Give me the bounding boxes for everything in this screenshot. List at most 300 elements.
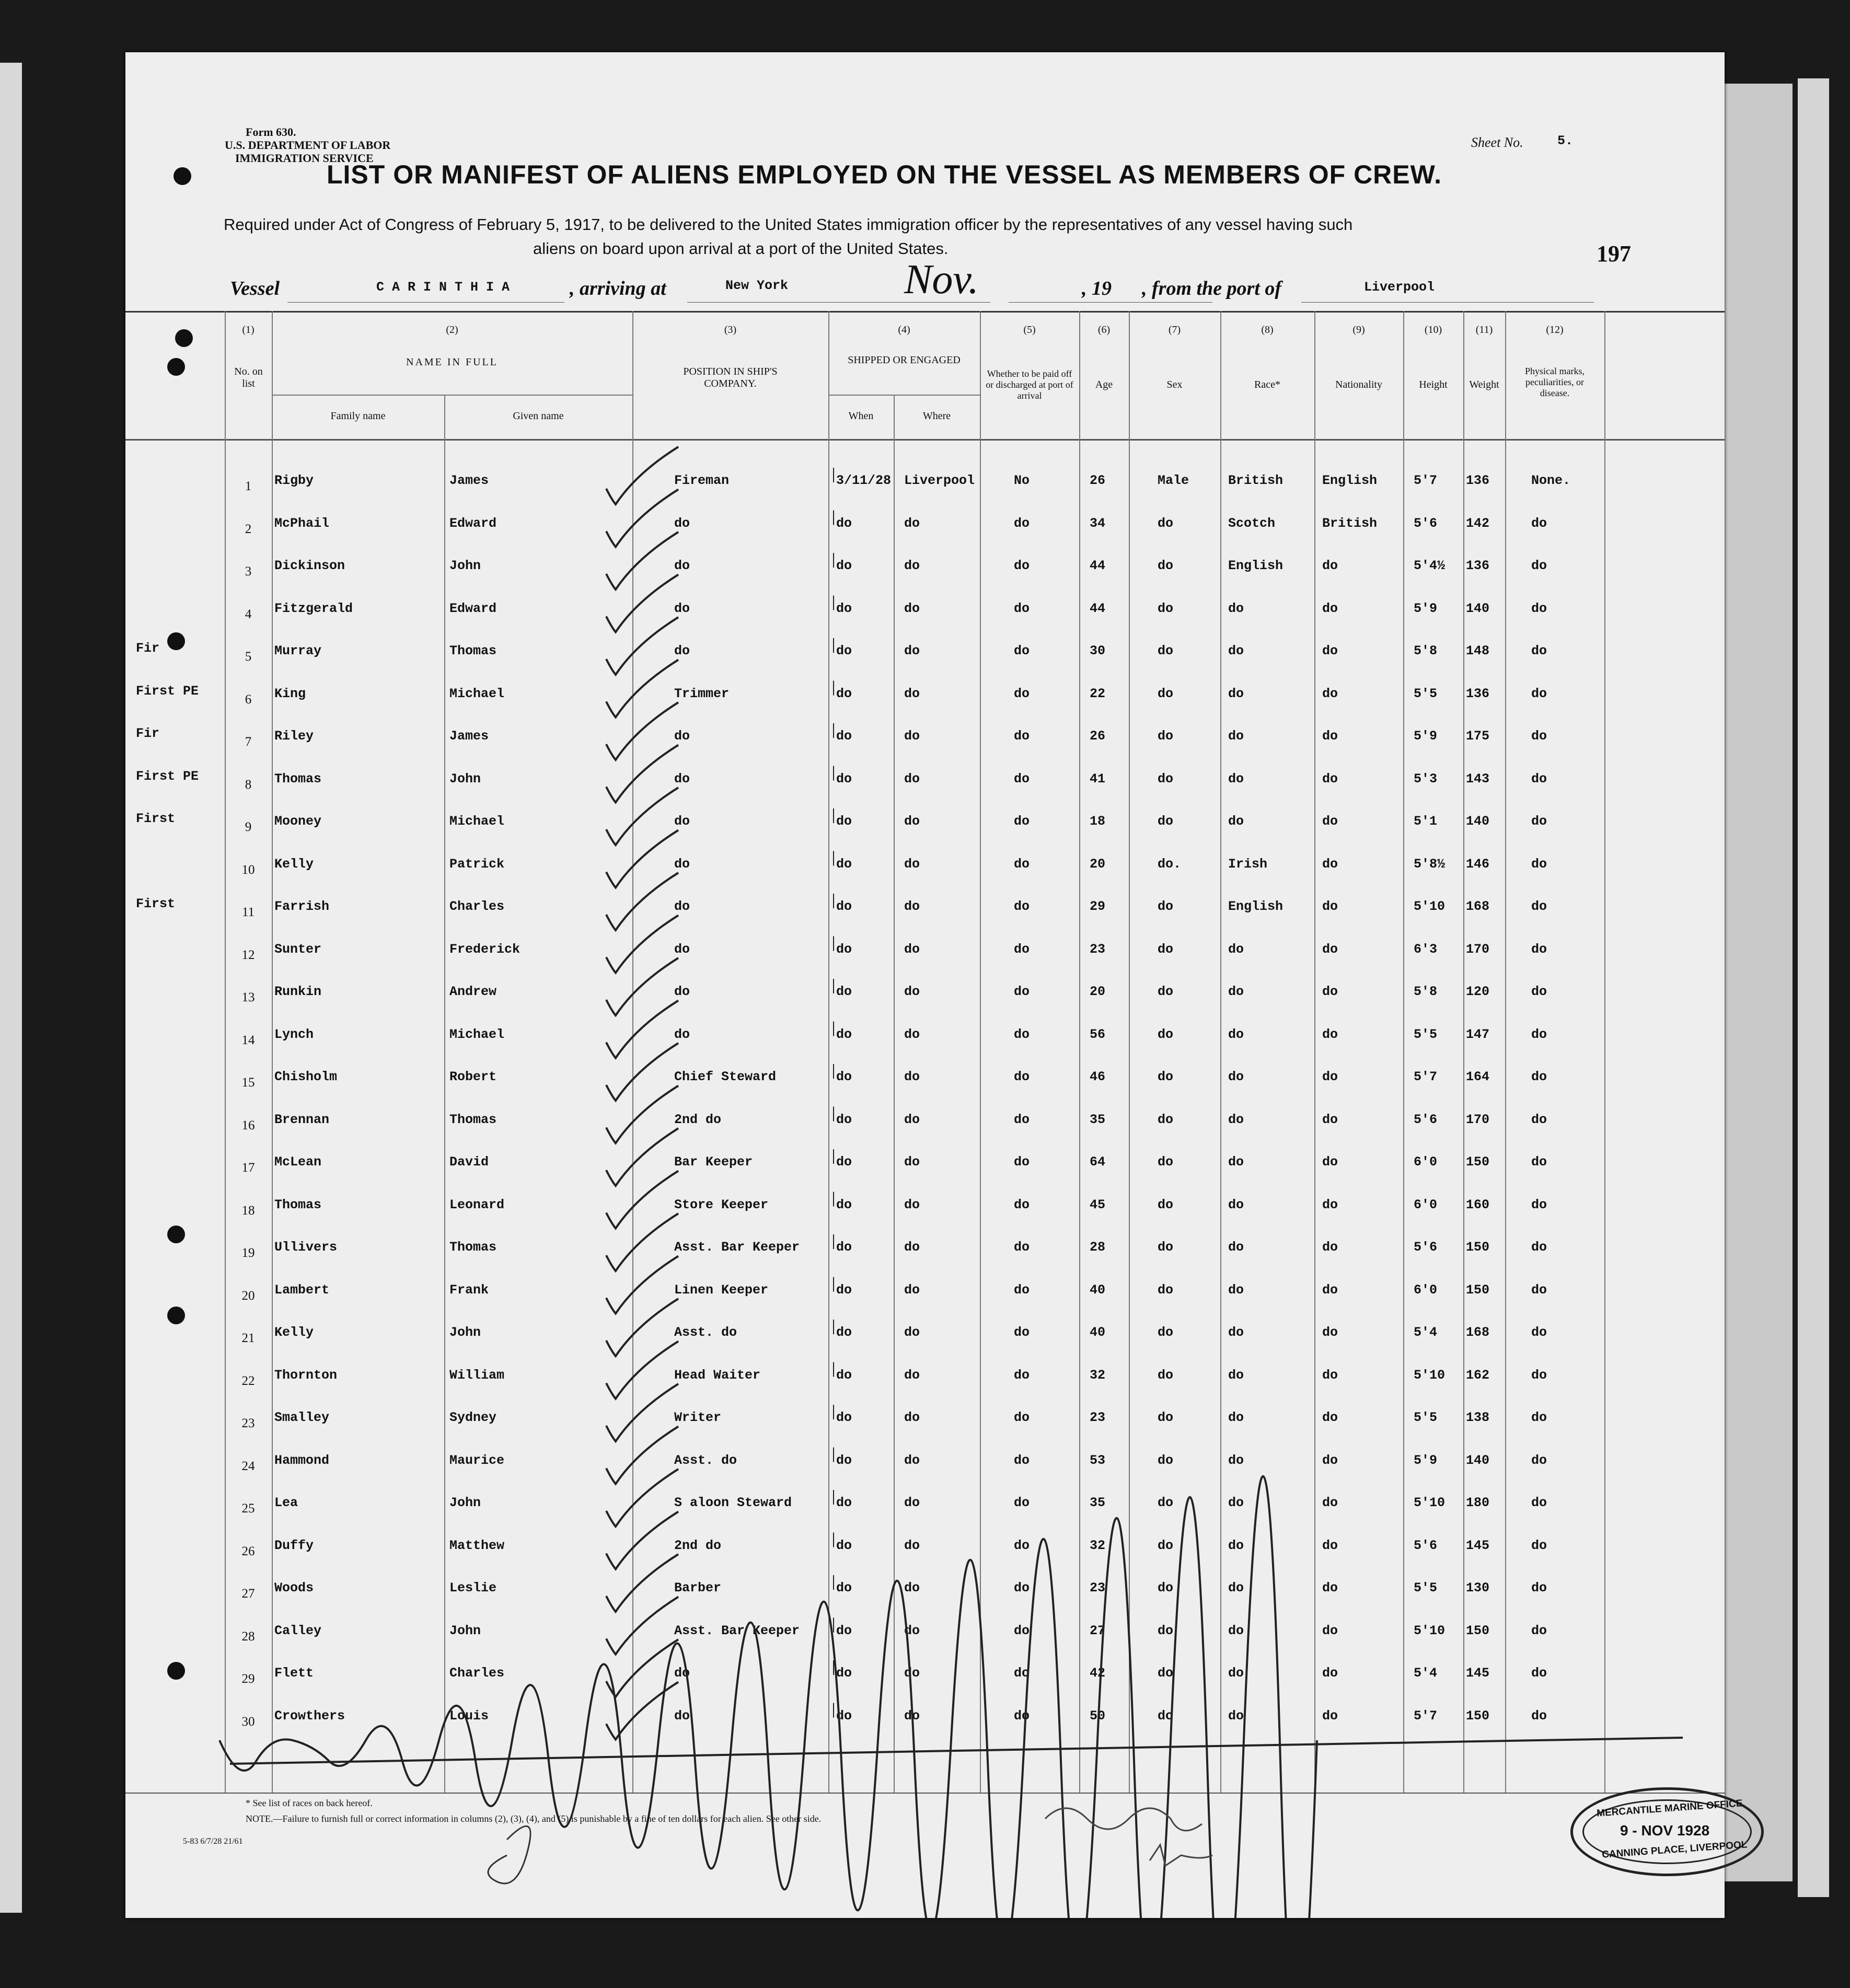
cell-race: do: [1228, 1026, 1244, 1042]
cell-age: 27: [1090, 1623, 1106, 1638]
cell-row-number: 5: [245, 650, 252, 664]
cell-nationality: English: [1322, 473, 1378, 488]
department: U.S. DEPARTMENT OF LABOR: [225, 138, 391, 152]
cell-height: 5'4: [1414, 1666, 1438, 1681]
cell-physical-marks: do: [1531, 1367, 1547, 1383]
cell-age: 44: [1090, 600, 1106, 616]
cell-paid-off: do: [1014, 1154, 1030, 1170]
cell-sex: do: [1158, 1623, 1174, 1638]
cell-height: 6'0: [1414, 1282, 1438, 1298]
col-sex: Sex: [1166, 379, 1183, 390]
cell-family-name: Fitzgerald: [274, 600, 353, 616]
cell-sex: do: [1158, 984, 1174, 999]
cell-age: 46: [1090, 1069, 1106, 1084]
cell-physical-marks: do: [1531, 1580, 1547, 1596]
cell-position: Head Waiter: [674, 1367, 761, 1383]
cell-position: S aloon Steward: [674, 1495, 792, 1510]
cell-height: 5'7: [1414, 473, 1438, 488]
cell-position: 2nd do: [674, 1112, 722, 1127]
cell-family-name: Lambert: [274, 1282, 330, 1298]
cell-family-name: Hammond: [274, 1452, 330, 1468]
cell-row-number: 23: [241, 1416, 255, 1430]
cell-row-number: 2: [245, 522, 252, 536]
cell-nationality: do: [1322, 1410, 1338, 1425]
cell-row-number: 15: [241, 1076, 255, 1090]
cell-shipped-where: do: [904, 1452, 920, 1468]
cell-position: do: [674, 941, 690, 957]
cell-paid-off: do: [1014, 600, 1030, 616]
cell-shipped-when: do: [836, 1069, 852, 1084]
cell-shipped-when: do: [836, 1623, 852, 1638]
col-physical-marks: Physical marks, peculiarities, or disease.: [1525, 366, 1585, 398]
cell-age: 23: [1090, 941, 1106, 957]
cell-row-number: 29: [241, 1672, 255, 1686]
cell-nationality: do: [1322, 1282, 1338, 1298]
cell-given-name: Leonard: [449, 1197, 505, 1212]
col-nationality: Nationality: [1335, 379, 1382, 390]
col8-number: (8): [1261, 324, 1274, 336]
cell-weight: 146: [1466, 856, 1490, 872]
cell-position: Store Keeper: [674, 1197, 769, 1212]
cell-age: 30: [1090, 643, 1106, 658]
cell-paid-off: do: [1014, 643, 1030, 658]
sheet-label: Sheet No.: [1471, 135, 1523, 150]
cell-height: 5'10: [1414, 1367, 1446, 1383]
col5-number: (5): [1023, 324, 1036, 336]
cell-weight: 150: [1466, 1240, 1490, 1255]
cell-sex: do: [1158, 686, 1174, 701]
cell-given-name: Thomas: [449, 1112, 497, 1127]
cell-row-number: 26: [241, 1544, 255, 1558]
cell-nationality: do: [1322, 899, 1338, 914]
cell-paid-off: do: [1014, 1069, 1030, 1084]
cell-physical-marks: do: [1531, 1282, 1547, 1298]
cell-physical-marks: do: [1531, 941, 1547, 957]
cell-family-name: Rigby: [274, 473, 314, 488]
cell-shipped-where: do: [904, 686, 920, 701]
cell-row-number: 4: [245, 607, 252, 621]
cell-sex: do: [1158, 771, 1174, 787]
cell-age: 18: [1090, 814, 1106, 829]
cell-nationality: do: [1322, 941, 1338, 957]
cell-shipped-where: do: [904, 1666, 920, 1681]
cell-race: Irish: [1228, 856, 1268, 872]
col-age: Age: [1095, 379, 1113, 390]
cell-height: 5'10: [1414, 1495, 1446, 1510]
cell-sex: do: [1158, 1495, 1174, 1510]
cell-position: Asst. Bar Keeper: [674, 1240, 800, 1255]
cell-family-name: Thomas: [274, 1197, 322, 1212]
cell-physical-marks: do: [1531, 1197, 1547, 1212]
cell-given-name: Charles: [449, 1666, 505, 1681]
cell-shipped-where: do: [904, 643, 920, 658]
cell-weight: 150: [1466, 1154, 1490, 1170]
cell-shipped-when: do: [836, 1452, 852, 1468]
cell-height: 5'3: [1414, 771, 1438, 787]
cell-shipped-when: do: [836, 1580, 852, 1596]
cell-given-name: Andrew: [449, 984, 497, 999]
cell-shipped-when: do: [836, 1666, 852, 1681]
cell-given-name: Edward: [449, 515, 497, 531]
cell-physical-marks: do: [1531, 984, 1547, 999]
cell-family-name: Calley: [274, 1623, 322, 1638]
cell-paid-off: do: [1014, 1325, 1030, 1340]
cell-given-name: Michael: [449, 814, 505, 829]
cell-shipped-where: do: [904, 1112, 920, 1127]
cell-weight: 140: [1466, 1452, 1490, 1468]
cell-race: do: [1228, 941, 1244, 957]
cell-physical-marks: do: [1531, 1154, 1547, 1170]
cell-sex: do: [1158, 515, 1174, 531]
cell-weight: 164: [1466, 1069, 1490, 1084]
cell-nationality: do: [1322, 1069, 1338, 1084]
cell-position: do: [674, 1026, 690, 1042]
cell-shipped-where: do: [904, 1708, 920, 1724]
cell-shipped-when: do: [836, 856, 852, 872]
cell-age: 35: [1090, 1112, 1106, 1127]
cell-paid-off: do: [1014, 1538, 1030, 1553]
cell-position: 2nd do: [674, 1538, 722, 1553]
cell-weight: 136: [1466, 473, 1490, 488]
cell-row-number: 18: [241, 1203, 255, 1218]
vessel-name: C A R I N T H I A: [376, 280, 510, 295]
cell-weight: 145: [1466, 1666, 1490, 1681]
cell-given-name: Robert: [449, 1069, 497, 1084]
cell-physical-marks: do: [1531, 1452, 1547, 1468]
cell-given-name: Patrick: [449, 856, 505, 872]
cell-shipped-when: do: [836, 1325, 852, 1340]
cell-race: do: [1228, 1452, 1244, 1468]
cell-paid-off: do: [1014, 984, 1030, 999]
cell-height: 5'9: [1414, 600, 1438, 616]
cell-paid-off: do: [1014, 1410, 1030, 1425]
cell-position: do: [674, 984, 690, 999]
cell-physical-marks: do: [1531, 1623, 1547, 1638]
cell-sex: do: [1158, 1197, 1174, 1212]
film-edge-left: [0, 63, 22, 1913]
margin-note: Fir: [136, 726, 160, 741]
cell-physical-marks: do: [1531, 1495, 1547, 1510]
cell-race: do: [1228, 1666, 1244, 1681]
cell-paid-off: do: [1014, 558, 1030, 573]
cell-given-name: John: [449, 771, 481, 787]
margin-note: First PE: [136, 768, 199, 784]
margin-note: Fir: [136, 641, 160, 656]
cell-row-number: 7: [245, 735, 252, 749]
cell-row-number: 14: [241, 1033, 255, 1047]
cell-height: 5'5: [1414, 1580, 1438, 1596]
cell-shipped-when: do: [836, 1708, 852, 1724]
cell-paid-off: do: [1014, 515, 1030, 531]
cell-weight: 136: [1466, 558, 1490, 573]
col-height: Height: [1419, 379, 1448, 390]
cell-row-number: 28: [241, 1629, 255, 1644]
cell-row-number: 20: [241, 1288, 255, 1303]
cell-weight: 143: [1466, 771, 1490, 787]
cell-nationality: do: [1322, 1623, 1338, 1638]
cell-row-number: 13: [241, 990, 255, 1004]
cell-race: do: [1228, 1495, 1244, 1510]
cell-age: 28: [1090, 1240, 1106, 1255]
cell-height: 5'9: [1414, 729, 1438, 744]
cell-position: Asst. do: [674, 1452, 737, 1468]
cell-sex: do: [1158, 1410, 1174, 1425]
cell-age: 29: [1090, 899, 1106, 914]
mercantile-marine-office-stamp: [1570, 1787, 1764, 1876]
cell-age: 22: [1090, 686, 1106, 701]
cell-weight: 138: [1466, 1410, 1490, 1425]
cell-sex: do: [1158, 600, 1174, 616]
cell-paid-off: do: [1014, 1580, 1030, 1596]
cell-position: do: [674, 729, 690, 744]
cell-row-number: 24: [241, 1459, 255, 1473]
cell-nationality: do: [1322, 1026, 1338, 1042]
cell-paid-off: do: [1014, 729, 1030, 744]
cell-position: Trimmer: [674, 686, 730, 701]
cell-physical-marks: do: [1531, 1538, 1547, 1553]
col-no-on-list: No. on list: [234, 366, 263, 389]
cell-row-number: 10: [241, 862, 255, 877]
cell-shipped-where: do: [904, 1367, 920, 1383]
cell-row-number: 27: [241, 1587, 255, 1601]
cell-race: do: [1228, 1112, 1244, 1127]
col1-number: (1): [242, 324, 255, 336]
cell-sex: do: [1158, 941, 1174, 957]
cell-weight: 148: [1466, 643, 1490, 658]
cell-shipped-where: do: [904, 515, 920, 531]
cell-physical-marks: None.: [1531, 473, 1571, 488]
cell-age: 26: [1090, 729, 1106, 744]
cell-nationality: do: [1322, 1538, 1338, 1553]
cell-row-number: 16: [241, 1118, 255, 1132]
sheet-number: 5.: [1557, 133, 1574, 148]
cell-race: do: [1228, 1708, 1244, 1724]
cell-height: 5'1: [1414, 814, 1438, 829]
cell-position: do: [674, 856, 690, 872]
cell-shipped-when: do: [836, 600, 852, 616]
cell-sex: do: [1158, 814, 1174, 829]
cell-race: do: [1228, 984, 1244, 999]
cell-sex: do: [1158, 1452, 1174, 1468]
cell-height: 5'8½: [1414, 856, 1446, 872]
cell-given-name: Louis: [449, 1708, 489, 1724]
cell-row-number: 1: [245, 479, 252, 493]
cell-physical-marks: do: [1531, 814, 1547, 829]
col3-number: (3): [724, 324, 737, 336]
cell-physical-marks: do: [1531, 600, 1547, 616]
film-edge-right: [1798, 78, 1829, 1897]
cell-physical-marks: do: [1531, 1069, 1547, 1084]
margin-note: First: [136, 811, 176, 826]
arrival-month: Nov.: [904, 257, 979, 303]
cell-row-number: 19: [241, 1246, 255, 1260]
cell-given-name: Thomas: [449, 1240, 497, 1255]
cell-age: 20: [1090, 984, 1106, 999]
cell-paid-off: do: [1014, 856, 1030, 872]
cell-height: 6'0: [1414, 1197, 1438, 1212]
manifest-page: [125, 52, 1748, 1918]
cell-race: do: [1228, 814, 1244, 829]
cell-shipped-where: do: [904, 558, 920, 573]
cell-position: do: [674, 558, 690, 573]
cell-paid-off: do: [1014, 1112, 1030, 1127]
cell-family-name: Lynch: [274, 1026, 314, 1042]
cell-position: Bar Keeper: [674, 1154, 753, 1170]
cell-race: do: [1228, 686, 1244, 701]
cell-family-name: Kelly: [274, 856, 314, 872]
cell-weight: 168: [1466, 899, 1490, 914]
cell-family-name: Duffy: [274, 1538, 314, 1553]
cell-age: 23: [1090, 1410, 1106, 1425]
cell-physical-marks: do: [1531, 1026, 1547, 1042]
cell-given-name: Frederick: [449, 941, 521, 957]
cell-family-name: McLean: [274, 1154, 322, 1170]
cell-nationality: do: [1322, 1325, 1338, 1340]
cell-sex: Male: [1158, 473, 1189, 488]
cell-weight: 170: [1466, 1112, 1490, 1127]
departure-port: Liverpool: [1364, 280, 1435, 295]
footnote-fine: NOTE.—Failure to furnish full or correct information in columns (2), (3), (4), and (5) is punishable by a fine of ten dollars for each alien. See other side.: [246, 1813, 822, 1824]
cell-shipped-where: do: [904, 1026, 920, 1042]
cell-given-name: Michael: [449, 686, 505, 701]
cell-race: do: [1228, 1282, 1244, 1298]
cell-weight: 130: [1466, 1580, 1490, 1596]
cell-race: English: [1228, 899, 1284, 914]
cell-age: 26: [1090, 473, 1106, 488]
cell-nationality: do: [1322, 1240, 1338, 1255]
cell-shipped-where: Liverpool: [904, 473, 975, 488]
cell-shipped-where: do: [904, 1154, 920, 1170]
cell-nationality: do: [1322, 1197, 1338, 1212]
cell-race: do: [1228, 1538, 1244, 1553]
cell-position: Chief Steward: [674, 1069, 777, 1084]
cell-physical-marks: do: [1531, 1240, 1547, 1255]
cell-nationality: do: [1322, 1452, 1338, 1468]
cell-shipped-when: do: [836, 771, 852, 787]
cell-nationality: do: [1322, 1154, 1338, 1170]
cell-age: 32: [1090, 1367, 1106, 1383]
cell-family-name: Dickinson: [274, 558, 345, 573]
cell-family-name: Chisholm: [274, 1069, 338, 1084]
col-where: Where: [922, 410, 951, 422]
subtitle-line2: aliens on board upon arrival at a port of the United States.: [533, 239, 949, 258]
cell-row-number: 6: [245, 692, 252, 707]
cell-paid-off: do: [1014, 1623, 1030, 1638]
col12-number: (12): [1546, 324, 1564, 336]
service: IMMIGRATION SERVICE: [235, 152, 374, 165]
cell-race: do: [1228, 1623, 1244, 1638]
cell-row-number: 12: [241, 947, 255, 962]
cell-physical-marks: do: [1531, 643, 1547, 658]
departure-port-label: , from the port of: [1142, 278, 1282, 299]
cell-weight: 145: [1466, 1538, 1490, 1553]
cell-race: British: [1228, 473, 1284, 488]
cell-paid-off: do: [1014, 899, 1030, 914]
cell-sex: do: [1158, 1538, 1174, 1553]
cell-given-name: Matthew: [449, 1538, 505, 1553]
cell-age: 35: [1090, 1495, 1106, 1510]
cell-shipped-when: do: [836, 1367, 852, 1383]
cell-row-number: 11: [241, 905, 255, 919]
cell-shipped-where: do: [904, 1197, 920, 1212]
cell-age: 56: [1090, 1026, 1106, 1042]
cell-given-name: Thomas: [449, 643, 497, 658]
cell-sex: do: [1158, 1026, 1174, 1042]
cell-height: 5'8: [1414, 643, 1438, 658]
cell-paid-off: do: [1014, 1367, 1030, 1383]
cell-nationality: do: [1322, 1666, 1338, 1681]
cell-race: do: [1228, 1240, 1244, 1255]
cell-shipped-when: do: [836, 558, 852, 573]
cell-shipped-where: do: [904, 941, 920, 957]
cell-family-name: Murray: [274, 643, 322, 658]
adjacent-page-edge: [1725, 84, 1793, 1881]
cell-physical-marks: do: [1531, 1325, 1547, 1340]
cell-shipped-where: do: [904, 1240, 920, 1255]
cell-physical-marks: do: [1531, 899, 1547, 914]
cell-paid-off: do: [1014, 814, 1030, 829]
cell-position: Writer: [674, 1410, 722, 1425]
cell-nationality: do: [1322, 771, 1338, 787]
cell-given-name: John: [449, 1325, 481, 1340]
cell-weight: 150: [1466, 1282, 1490, 1298]
cell-position: Linen Keeper: [674, 1282, 769, 1298]
col-position: POSITION IN SHIP'S COMPANY.: [683, 366, 778, 389]
cell-age: 41: [1090, 771, 1106, 787]
col4-number: (4): [898, 324, 910, 336]
cell-sex: do: [1158, 643, 1174, 658]
cell-paid-off: do: [1014, 1708, 1030, 1724]
cell-shipped-where: do: [904, 1325, 920, 1340]
cell-paid-off: do: [1014, 941, 1030, 957]
cell-age: 23: [1090, 1580, 1106, 1596]
cell-sex: do: [1158, 1367, 1174, 1383]
cell-race: do: [1228, 1580, 1244, 1596]
cell-family-name: Riley: [274, 729, 314, 744]
cell-sex: do: [1158, 1282, 1174, 1298]
cell-age: 45: [1090, 1197, 1106, 1212]
cell-family-name: Lea: [274, 1495, 298, 1510]
vessel-label: Vessel: [230, 278, 280, 299]
cell-shipped-where: do: [904, 600, 920, 616]
cell-family-name: King: [274, 686, 306, 701]
cell-sex: do: [1158, 1112, 1174, 1127]
cell-weight: 168: [1466, 1325, 1490, 1340]
cell-sex: do: [1158, 1666, 1174, 1681]
cell-age: 34: [1090, 515, 1106, 531]
cell-shipped-where: do: [904, 1580, 920, 1596]
cell-age: 50: [1090, 1708, 1106, 1724]
cell-shipped-where: do: [904, 899, 920, 914]
arrival-port: New York: [725, 278, 789, 293]
cell-height: 5'6: [1414, 515, 1438, 531]
cell-nationality: do: [1322, 558, 1338, 573]
cell-shipped-when: do: [836, 1282, 852, 1298]
cell-age: 20: [1090, 856, 1106, 872]
cell-paid-off: do: [1014, 1197, 1030, 1212]
cell-given-name: John: [449, 1495, 481, 1510]
cell-position: Asst. Bar Keeper: [674, 1623, 800, 1638]
cell-height: 5'6: [1414, 1538, 1438, 1553]
cell-age: 44: [1090, 558, 1106, 573]
cell-position: do: [674, 1708, 690, 1724]
stamp-top-text: MERCANTILE MARINE OFFICE: [1596, 1798, 1743, 1819]
cell-shipped-where: do: [904, 984, 920, 999]
cell-height: 5'4: [1414, 1325, 1438, 1340]
arriving-label: , arriving at: [570, 278, 666, 299]
cell-sex: do: [1158, 1154, 1174, 1170]
cell-given-name: John: [449, 558, 481, 573]
